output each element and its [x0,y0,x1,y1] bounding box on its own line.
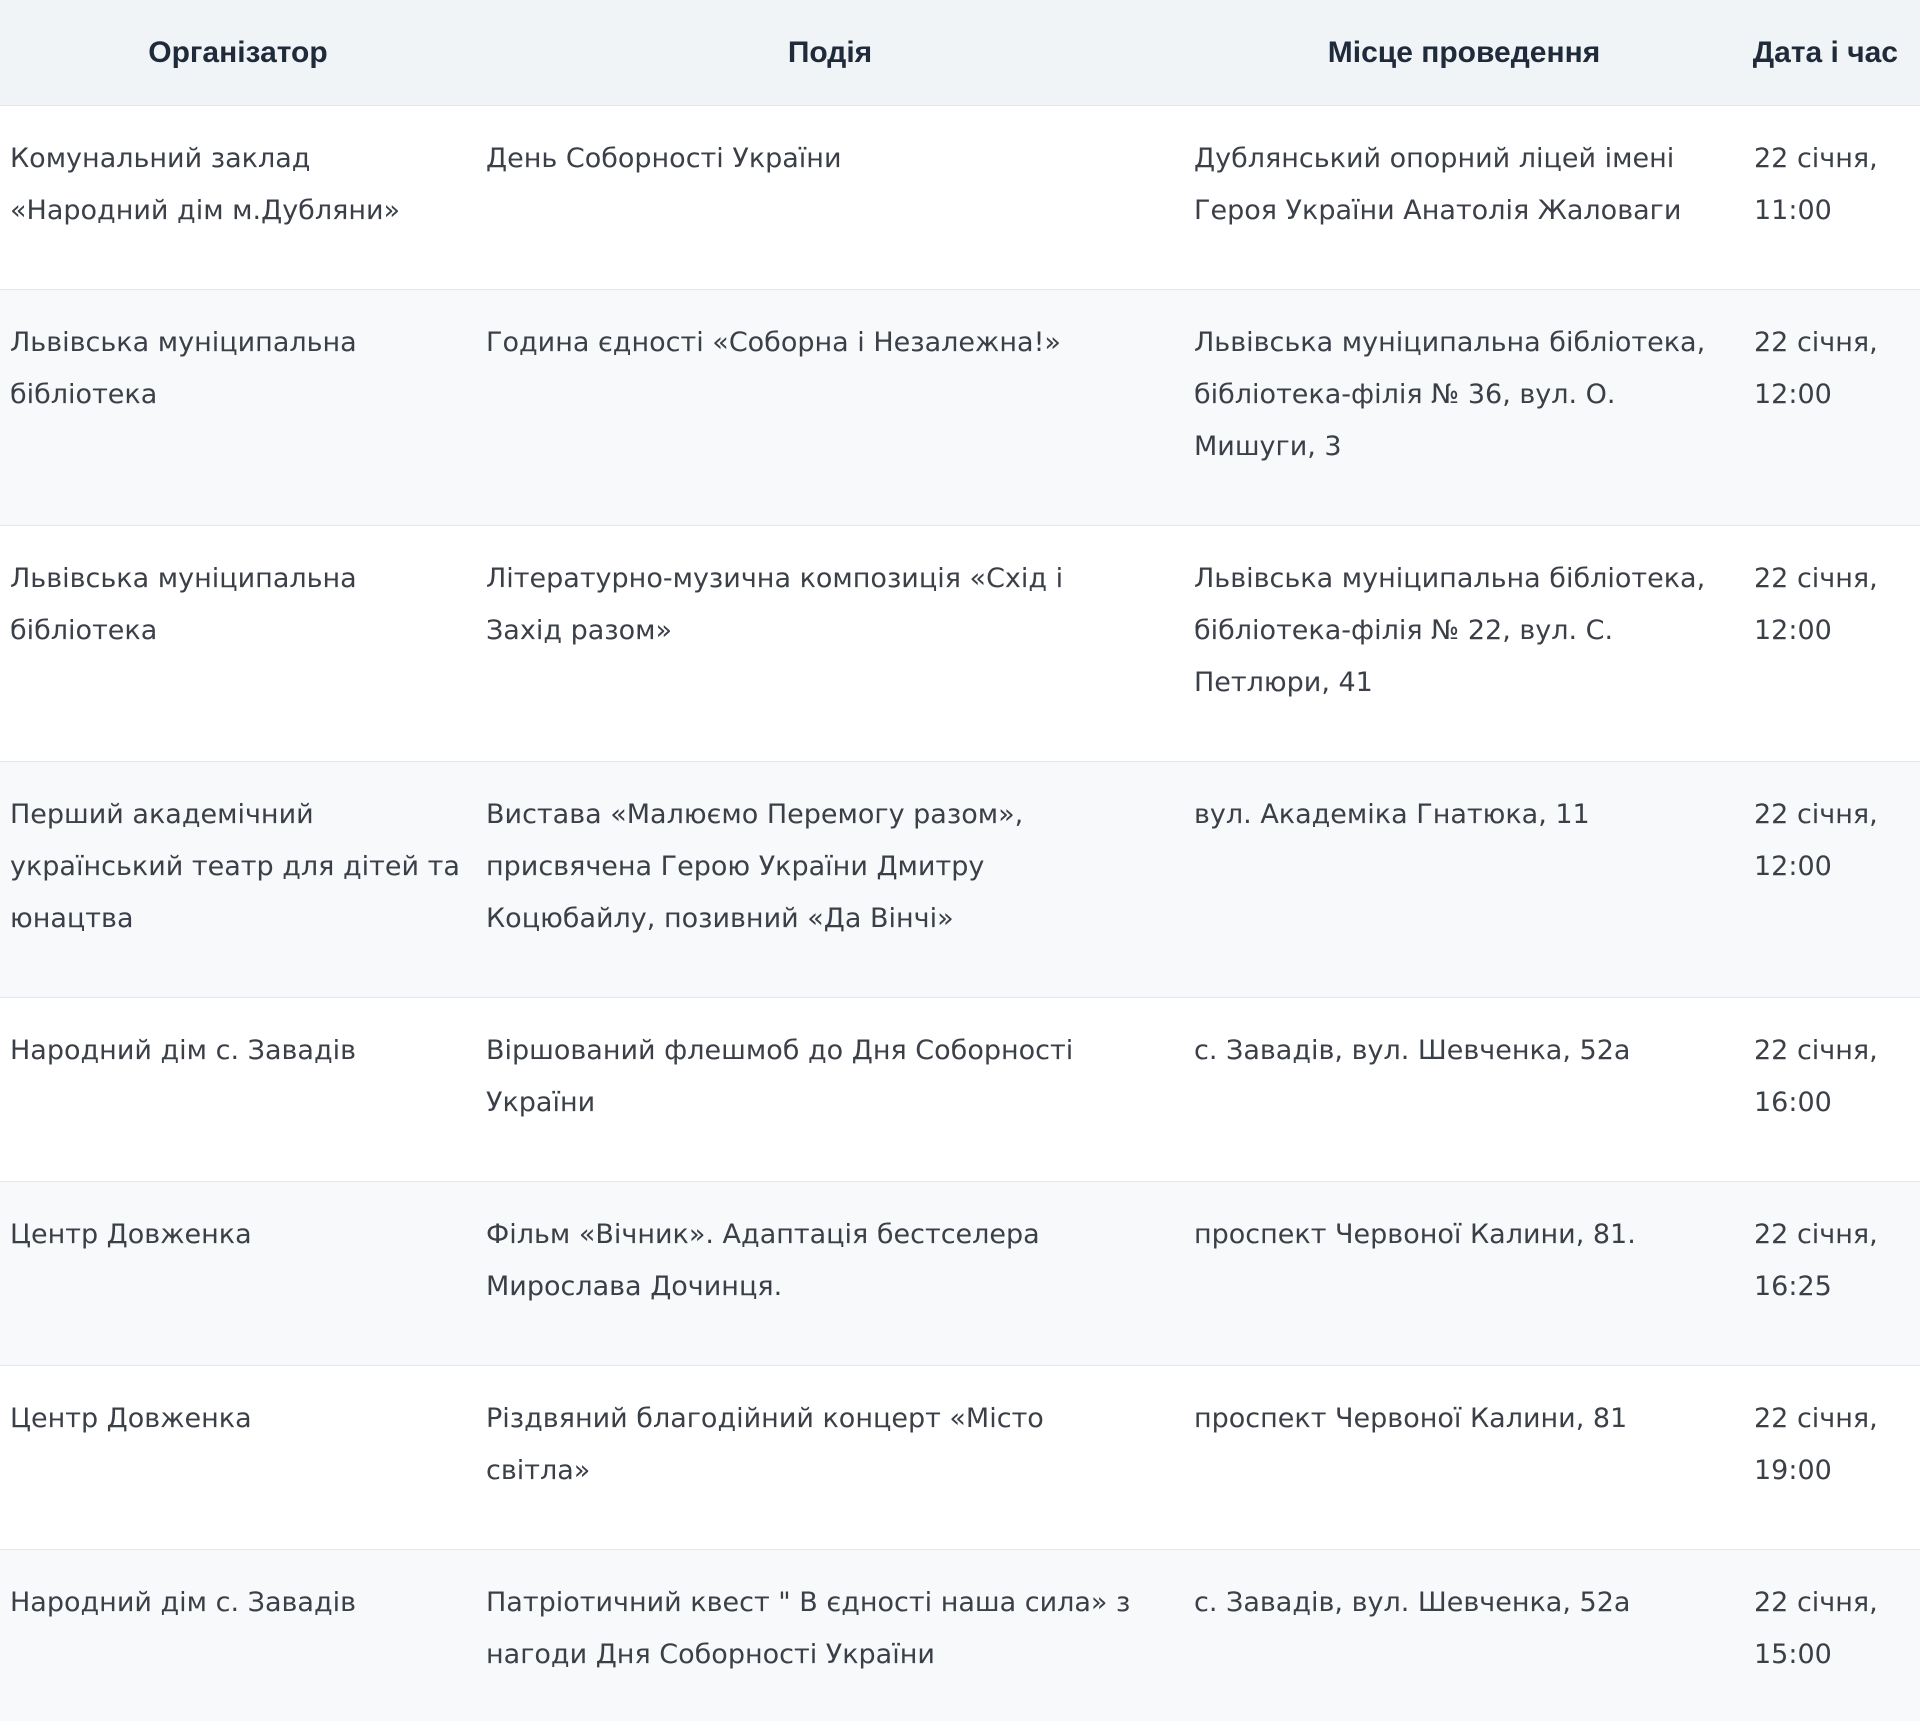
cell-datetime: 22 січня, 12:00 [1754,327,1878,410]
table-row [0,1182,1920,1366]
cell-organizer: Комунальний заклад «Народний дім м.Дубляни» [10,143,401,226]
cell-event: Віршований флешмоб до Дня Соборності України [486,1035,1074,1118]
cell-event: Година єдності «Соборна і Незалежна!» [486,327,1061,358]
cell-datetime: 22 січня, 12:00 [1754,563,1878,646]
table-row [0,1366,1920,1550]
header-event[interactable]: Подія [476,0,1184,106]
cell-event: Вистава «Малюємо Перемогу разом», присвячена Герою України Дмитру Коцюбайлу, позивний «Да Вінчі» [486,799,1024,934]
cell-datetime: 22 січня, 12:00 [1754,799,1878,882]
cell-venue: с. Завадів, вул. Шевченка, 52а [1194,1035,1631,1066]
cell-venue: с. Завадів, вул. Шевченка, 52а [1194,1587,1631,1618]
table-row [0,290,1920,526]
table-body [0,106,1920,1721]
cell-datetime: 22 січня, 16:00 [1754,1035,1878,1118]
cell-organizer: Перший академічний український театр для дітей та юнацтва [10,799,460,934]
cell-venue: Львівська муніципальна бібліотека, бібліотека-філія № 36, вул. О. Мишуги, 3 [1194,327,1706,462]
table-row [0,526,1920,762]
cell-venue: Львівська муніципальна бібліотека, бібліотека-філія № 22, вул. С. Петлюри, 41 [1194,563,1706,698]
cell-datetime: 22 січня, 15:00 [1754,1587,1878,1670]
header-row [0,0,1920,106]
cell-venue: Дублянський опорний ліцей імені Героя України Анатолія Жаловаги [1194,143,1682,226]
cell-datetime: 22 січня, 19:00 [1754,1403,1878,1486]
table-row [0,762,1920,998]
cell-organizer: Львівська муніципальна бібліотека [10,563,357,646]
cell-event: Різдвяний благодійний концерт «Місто світла» [486,1403,1044,1486]
table-header [0,0,1920,106]
cell-event: Літературно-музична композиція «Схід і Захід разом» [486,563,1064,646]
cell-venue: проспект Червоної Калини, 81. [1194,1219,1636,1250]
cell-event: Патріотичний квест " В єдності наша сила» з нагоди Дня Соборності України [486,1587,1131,1670]
cell-organizer: Центр Довженка [10,1403,252,1434]
cell-venue: вул. Академіка Гнатюка, 11 [1194,799,1590,830]
cell-organizer: Народний дім с. Завадів [10,1587,357,1618]
table-row [0,1550,1920,1721]
table-row [0,998,1920,1182]
cell-organizer: Центр Довженка [10,1219,252,1250]
cell-venue: проспект Червоної Калини, 81 [1194,1403,1628,1434]
cell-event: День Соборності України [486,143,842,174]
header-datetime[interactable]: Дата і час [1744,0,1920,106]
cell-organizer: Львівська муніципальна бібліотека [10,327,357,410]
header-venue[interactable]: Місце проведення [1184,0,1744,106]
cell-event: Фільм «Вічник». Адаптація бестселера Мирослава Дочинця. [486,1219,1040,1302]
cell-organizer: Народний дім с. Завадів [10,1035,357,1066]
cell-datetime: 22 січня, 16:25 [1754,1219,1878,1302]
header-organizer[interactable]: Організатор [0,0,476,106]
cell-datetime: 22 січня, 11:00 [1754,143,1878,226]
table-row [0,106,1920,290]
